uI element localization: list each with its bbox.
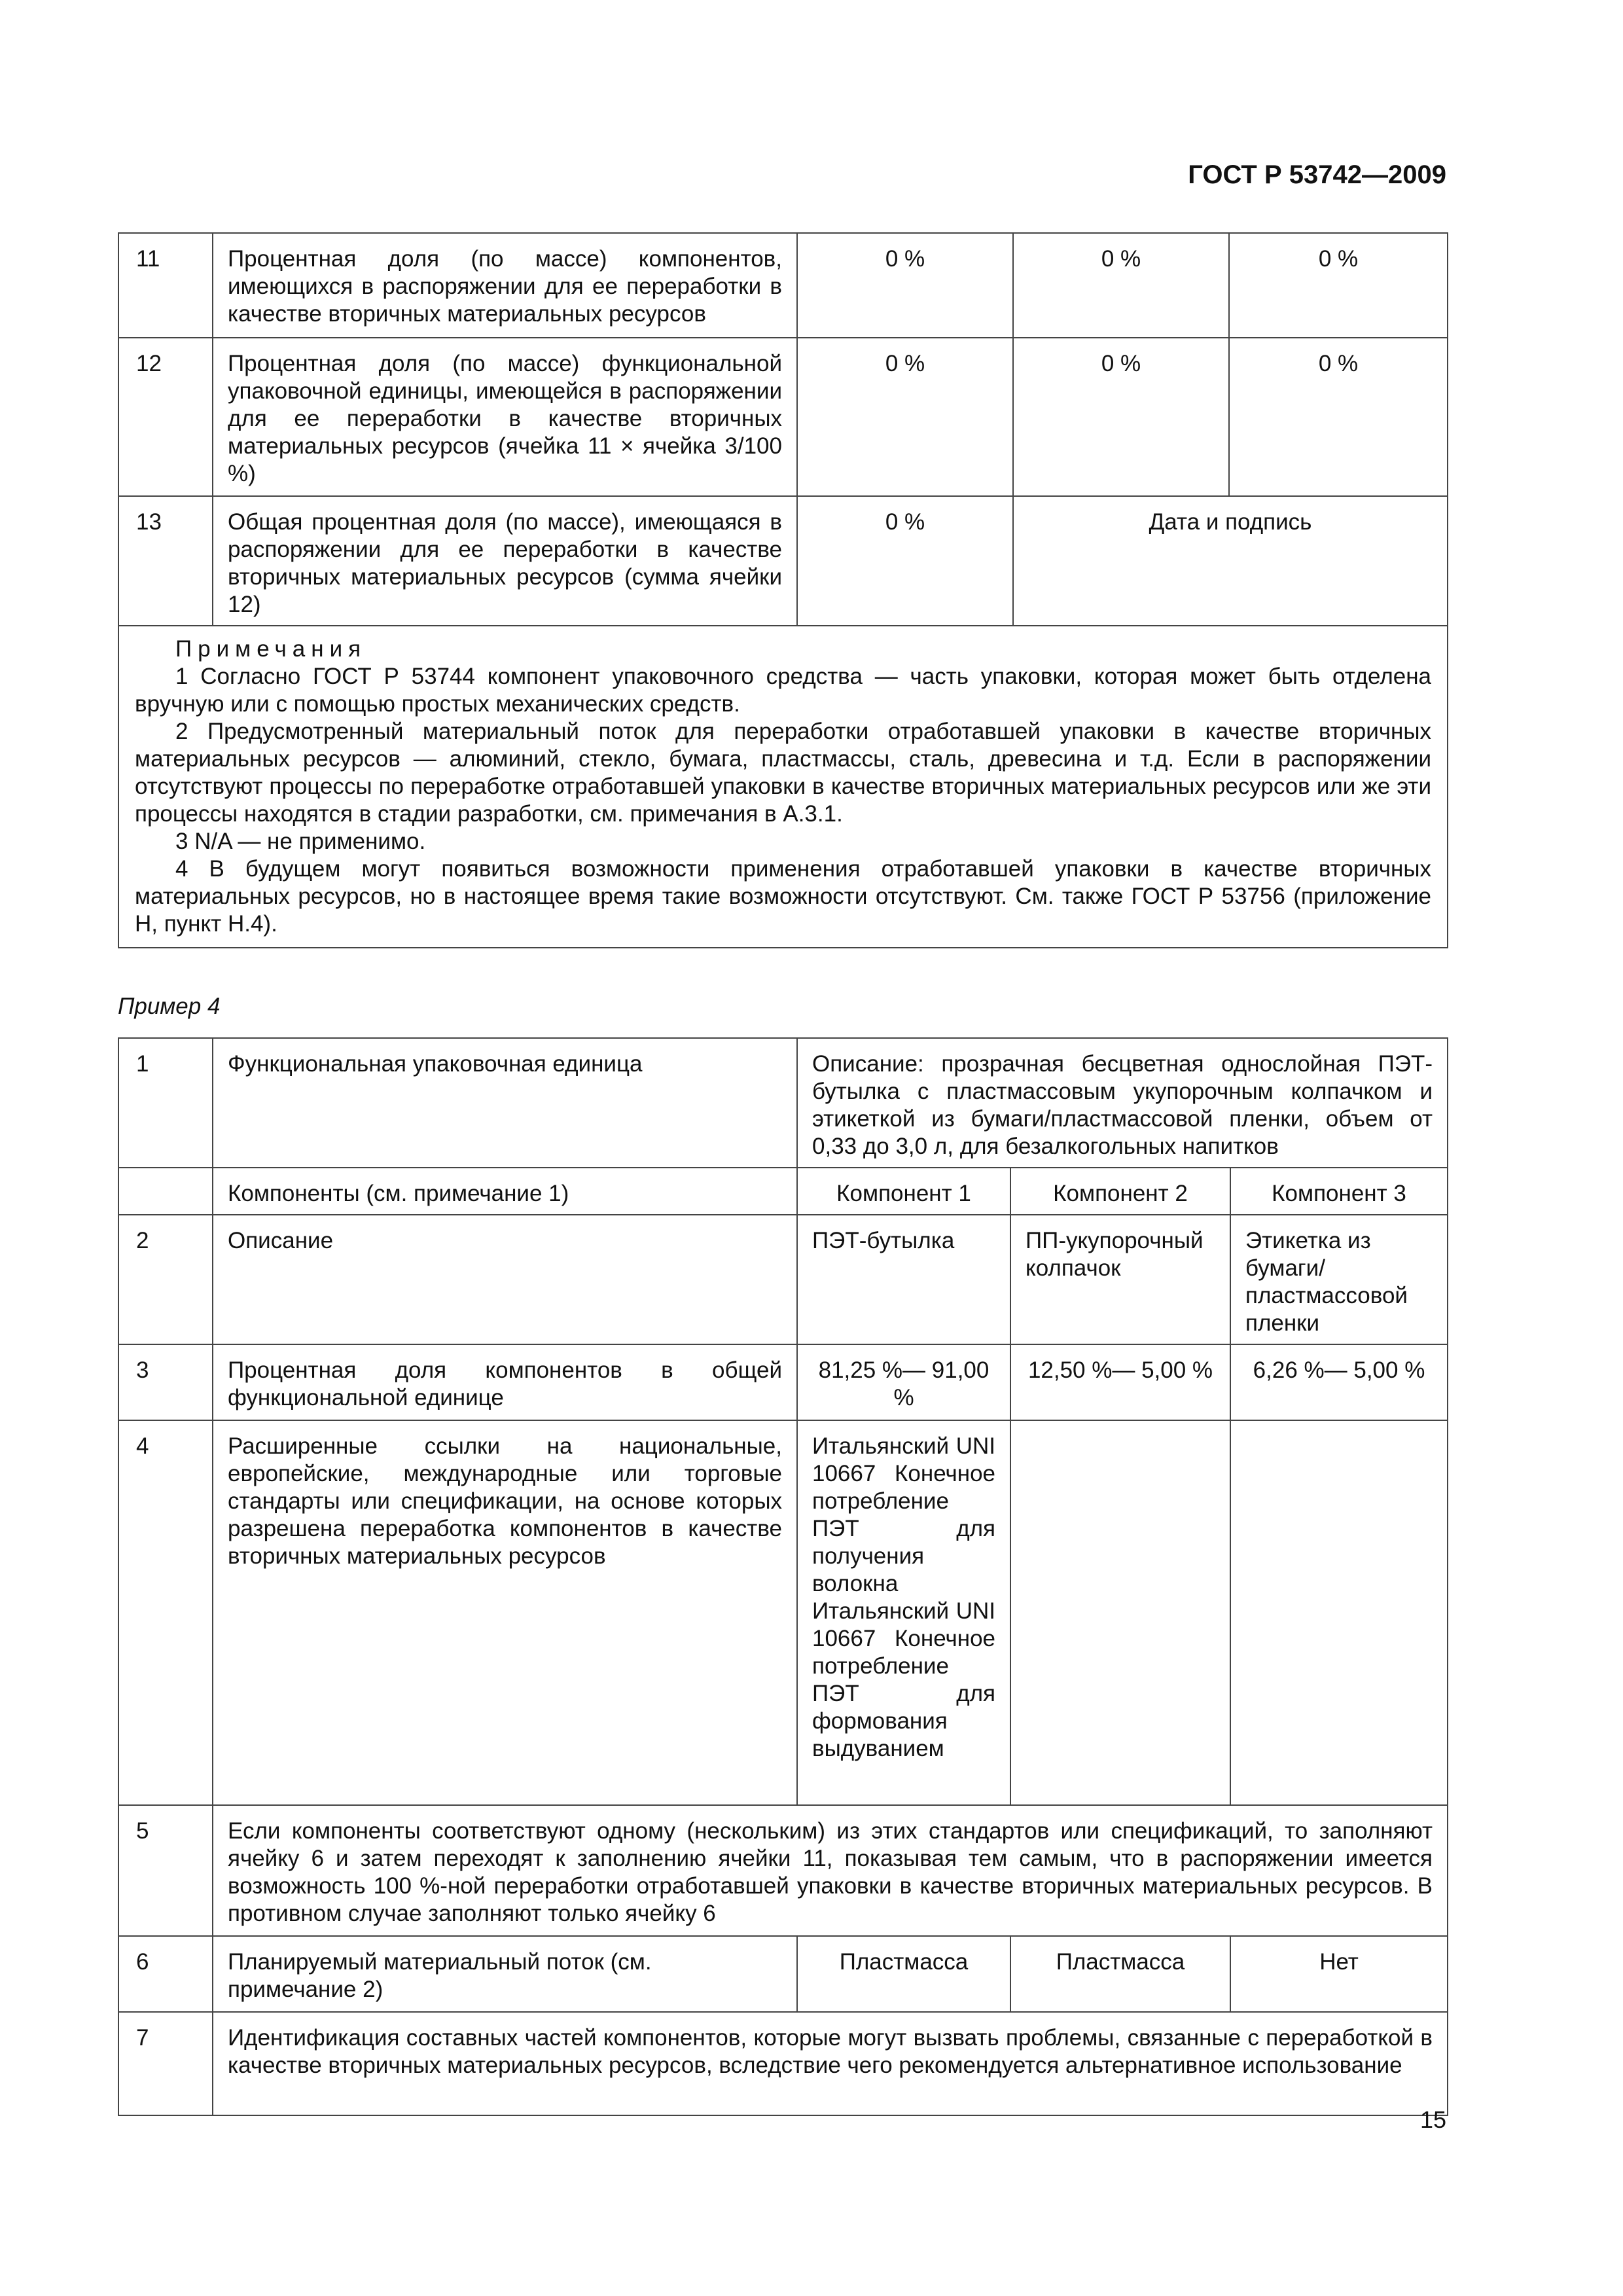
example-label: Пример 4 xyxy=(118,994,221,1019)
component-header: Компонент 2 xyxy=(1010,1168,1230,1215)
table-row xyxy=(118,2012,1448,2115)
row-number: 6 xyxy=(118,1936,213,2012)
row-number: 12 xyxy=(118,338,213,496)
component-header: Компонент 3 xyxy=(1230,1168,1448,1215)
component-cell: Нет xyxy=(1230,1936,1448,2012)
table-row xyxy=(118,496,1448,626)
row-label: Описание xyxy=(213,1215,797,1344)
component-cell: Пластмасса xyxy=(1010,1936,1230,2012)
row-description: Процентная доля (по массе) функциональной упаковочной единицы, имеющейся в распоряжении для ее переработки в качестве вторичных материальных ресурсов (ячейка 11 × ячейка 3/100 %) xyxy=(213,338,797,496)
notes-cell xyxy=(118,626,1448,948)
table-row xyxy=(118,233,1448,338)
component-cell: 6,26 %— 5,00 % xyxy=(1230,1344,1448,1420)
row-label: Процентная доля компонентов в общей функциональной единице xyxy=(213,1344,797,1420)
component-cell: ПЭТ-бутылка xyxy=(797,1215,1010,1344)
component-cell xyxy=(1010,1420,1230,1805)
table-row xyxy=(118,1038,1448,1168)
notes-row xyxy=(118,626,1448,948)
row-number: 5 xyxy=(118,1805,213,1936)
instruction-cell: Если компоненты соответствуют одному (нескольким) из этих стандартов или спецификаций, то заполняют ячейку 6 и затем переходят к заполнению ячейки 11, показывая тем самым, что в распоряжении имеется возможность 100 %-ной переработки отработавшей упаковки в качестве вторичных материальных ресурсов. В противном случае заполняют только ячейку 6 xyxy=(213,1805,1448,1936)
example-table xyxy=(118,1037,1448,2116)
unit-description: Описание: прозрачная бесцветная однослойная ПЭТ-бутылка с пластмассовым укупорочным колпачком и этикеткой из бумаги/пластмассовой пленки, объем от 0,33 до 3,0 л, для безалкогольных напитков xyxy=(797,1038,1448,1168)
row-number: 7 xyxy=(118,2012,213,2115)
notes-title: Примечания xyxy=(175,636,367,662)
note-item: 1 Согласно ГОСТ Р 53744 компонент упаковочного средства — часть упаковки, которая может быть отделена вручную или с помощью простых механических средств. xyxy=(135,664,1431,717)
row-number: 2 xyxy=(118,1215,213,1344)
row-number: 13 xyxy=(118,496,213,626)
component-cell: Этикетка из бумаги/пластмассовой пленки xyxy=(1230,1215,1448,1344)
table-row xyxy=(118,338,1448,496)
components-header-label: Компоненты (см. примечание 1) xyxy=(213,1168,797,1215)
table-row xyxy=(118,1215,1448,1344)
instruction-cell: Идентификация составных частей компонентов, которые могут вызвать проблемы, связанные с переработкой в качестве вторичных материальных ресурсов, вследствие чего рекомендуется альтернативное использование xyxy=(213,2012,1448,2115)
table-continuation xyxy=(118,232,1448,948)
table-row xyxy=(118,1936,1448,2012)
row-label: Расширенные ссылки на национальные, европейские, международные или торговые стандарты или спецификации, на основе которых разрешена переработка компонентов в качестве вторичных материальных ресурсов xyxy=(213,1420,797,1805)
table-row xyxy=(118,1805,1448,1936)
date-signature-cell: Дата и подпись xyxy=(1013,496,1448,626)
value-cell: 0 % xyxy=(1013,233,1229,338)
component-cell xyxy=(1230,1420,1448,1805)
page-number: 15 xyxy=(1419,2106,1446,2133)
value-cell: 0 % xyxy=(1229,338,1448,496)
note-item: 4 В будущем могут появиться возможности применения отработавшей упаковки в качестве вторичных материальных ресурсов, но в настоящее время такие возможности отсутствуют. См. также ГОСТ Р 53756 (приложение Н, пункт Н.4). xyxy=(135,856,1431,937)
value-cell: 0 % xyxy=(797,496,1013,626)
note-item: 2 Предусмотренный материальный поток для переработки отработавшей упаковки в качестве вторичных материальных ресурсов — алюминий, стекло, бумага, пластмассы, сталь, древесина и т.д. Если в распоряжении отсутствуют процессы по переработке отработавшей упаковки в качестве вторичных материальных ресурсов или же эти процессы находятся в стадии разработки, см. примечания в А.3.1. xyxy=(135,719,1431,827)
value-cell: 0 % xyxy=(1013,338,1229,496)
row-number xyxy=(118,1168,213,1215)
row-label: Функциональная упаковочная единица xyxy=(213,1038,797,1168)
row-number: 11 xyxy=(118,233,213,338)
component-cell: Итальянский UNI 10667 Конечное потребление ПЭТ для получения волокна Итальянский UNI 10667 Конечное потребление ПЭТ для формования выдуванием xyxy=(797,1420,1010,1805)
row-label: Планируемый материальный поток (см. примечание 2) xyxy=(213,1936,797,2012)
component-cell: Пластмасса xyxy=(797,1936,1010,2012)
component-cell: 81,25 %— 91,00 % xyxy=(797,1344,1010,1420)
document-code: ГОСТ Р 53742—2009 xyxy=(1188,160,1446,189)
value-cell: 0 % xyxy=(797,338,1013,496)
components-header-row xyxy=(118,1168,1448,1215)
value-cell: 0 % xyxy=(797,233,1013,338)
table-row xyxy=(118,1344,1448,1420)
value-cell: 0 % xyxy=(1229,233,1448,338)
note-item: 3 N/A — не применимо. xyxy=(175,829,426,854)
row-description: Общая процентная доля (по массе), имеющаяся в распоряжении для ее переработки в качестве вторичных материальных ресурсов (сумма ячейки 12) xyxy=(213,496,797,626)
table-row xyxy=(118,1420,1448,1805)
row-number: 4 xyxy=(118,1420,213,1805)
row-description: Процентная доля (по массе) компонентов, имеющихся в распоряжении для ее переработки в качестве вторичных материальных ресурсов xyxy=(213,233,797,338)
row-number: 1 xyxy=(118,1038,213,1168)
row-number: 3 xyxy=(118,1344,213,1420)
component-header: Компонент 1 xyxy=(797,1168,1010,1215)
component-cell: ПП-укупорочный колпачок xyxy=(1010,1215,1230,1344)
component-cell: 12,50 %— 5,00 % xyxy=(1010,1344,1230,1420)
